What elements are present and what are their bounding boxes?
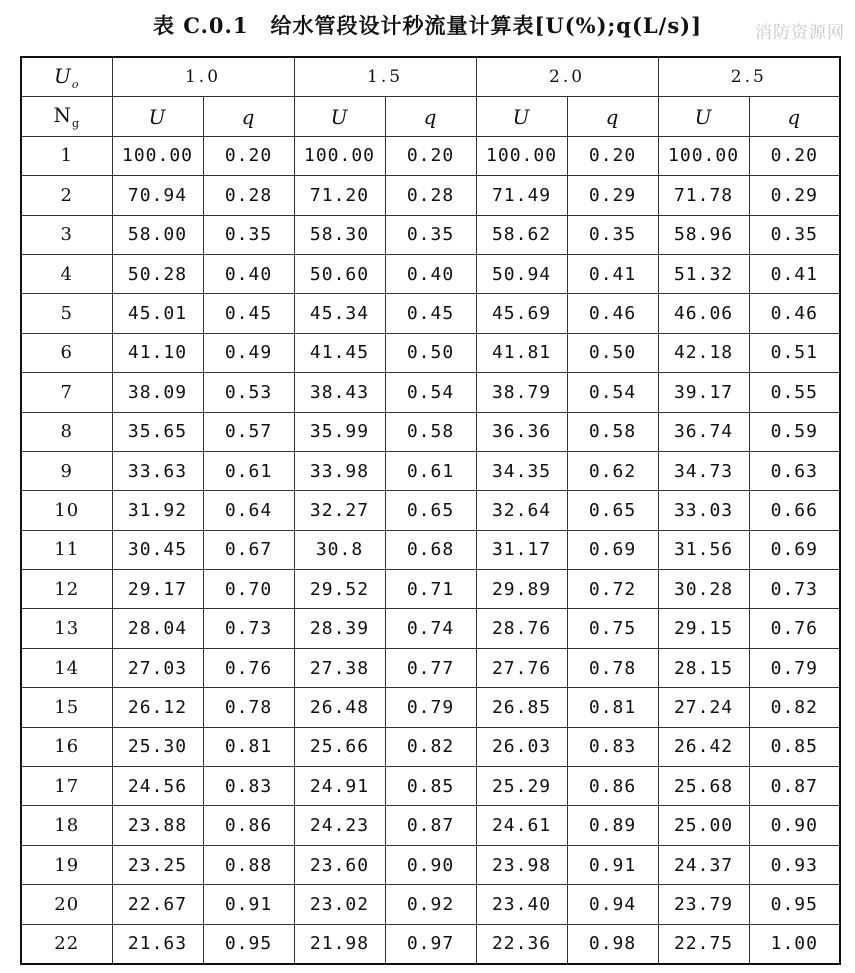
u-value-cell: 28.39 bbox=[294, 609, 385, 648]
u-value-cell: 33.98 bbox=[294, 451, 385, 490]
q-column-header: q bbox=[749, 97, 840, 136]
q-column-header: q bbox=[203, 97, 294, 136]
table-row bbox=[21, 648, 840, 687]
q-value-cell: 0.85 bbox=[749, 727, 840, 766]
ng-cell: 7 bbox=[21, 373, 112, 412]
q-value-cell: 0.35 bbox=[567, 215, 658, 254]
u-value-cell: 41.81 bbox=[476, 333, 567, 372]
q-value-cell: 0.81 bbox=[567, 688, 658, 727]
u-value-cell: 24.61 bbox=[476, 806, 567, 845]
u-value-cell: 41.10 bbox=[112, 333, 203, 372]
ng-cell: 22 bbox=[21, 924, 112, 964]
q-value-cell: 0.69 bbox=[567, 530, 658, 569]
u-value-cell: 31.92 bbox=[112, 491, 203, 530]
q-value-cell: 0.35 bbox=[749, 215, 840, 254]
u-value-cell: 23.98 bbox=[476, 845, 567, 884]
ng-cell: 2 bbox=[21, 176, 112, 215]
q-value-cell: 0.20 bbox=[749, 136, 840, 175]
q-value-cell: 0.50 bbox=[385, 333, 476, 372]
table-row bbox=[21, 451, 840, 490]
u-value-cell: 45.01 bbox=[112, 294, 203, 333]
ng-cell: 8 bbox=[21, 412, 112, 451]
q-value-cell: 0.79 bbox=[749, 648, 840, 687]
q-value-cell: 0.87 bbox=[749, 767, 840, 806]
u-value-cell: 26.03 bbox=[476, 727, 567, 766]
q-value-cell: 0.68 bbox=[385, 530, 476, 569]
q-value-cell: 0.41 bbox=[749, 254, 840, 293]
q-value-cell: 0.77 bbox=[385, 648, 476, 687]
q-value-cell: 0.29 bbox=[749, 176, 840, 215]
q-value-cell: 0.58 bbox=[385, 412, 476, 451]
u-value-cell: 32.27 bbox=[294, 491, 385, 530]
u-value-cell: 28.15 bbox=[658, 648, 749, 687]
q-value-cell: 0.62 bbox=[567, 451, 658, 490]
ng-cell: 4 bbox=[21, 254, 112, 293]
q-value-cell: 0.76 bbox=[203, 648, 294, 687]
q-value-cell: 0.73 bbox=[203, 609, 294, 648]
q-value-cell: 0.81 bbox=[203, 727, 294, 766]
table-row bbox=[21, 845, 840, 884]
q-value-cell: 0.51 bbox=[749, 333, 840, 372]
table-row bbox=[21, 688, 840, 727]
q-value-cell: 0.45 bbox=[385, 294, 476, 333]
q-value-cell: 0.88 bbox=[203, 845, 294, 884]
u-value-cell: 71.20 bbox=[294, 176, 385, 215]
q-value-cell: 0.20 bbox=[203, 136, 294, 175]
u-value-cell: 31.17 bbox=[476, 530, 567, 569]
table-code: 表 C.0.1 bbox=[152, 13, 249, 38]
q-value-cell: 0.95 bbox=[203, 924, 294, 964]
u-value-cell: 23.79 bbox=[658, 885, 749, 924]
table-row bbox=[21, 333, 840, 372]
q-value-cell: 0.89 bbox=[567, 806, 658, 845]
q-value-cell: 0.82 bbox=[749, 688, 840, 727]
group-header: 2.0 bbox=[476, 57, 658, 97]
q-value-cell: 0.66 bbox=[749, 491, 840, 530]
table-row bbox=[21, 885, 840, 924]
u-value-cell: 27.38 bbox=[294, 648, 385, 687]
q-value-cell: 0.83 bbox=[567, 727, 658, 766]
u-value-cell: 41.45 bbox=[294, 333, 385, 372]
u-value-cell: 35.65 bbox=[112, 412, 203, 451]
q-value-cell: 0.93 bbox=[749, 845, 840, 884]
q-value-cell: 0.65 bbox=[385, 491, 476, 530]
u-value-cell: 26.48 bbox=[294, 688, 385, 727]
q-value-cell: 0.58 bbox=[567, 412, 658, 451]
q-value-cell: 0.63 bbox=[749, 451, 840, 490]
u-value-cell: 21.98 bbox=[294, 924, 385, 964]
u-column-header: U bbox=[294, 97, 385, 136]
q-value-cell: 0.53 bbox=[203, 373, 294, 412]
table-row bbox=[21, 491, 840, 530]
q-value-cell: 0.95 bbox=[749, 885, 840, 924]
q-column-header: q bbox=[385, 97, 476, 136]
q-value-cell: 0.91 bbox=[203, 885, 294, 924]
u-value-cell: 100.00 bbox=[476, 136, 567, 175]
u-value-cell: 45.34 bbox=[294, 294, 385, 333]
u-value-cell: 27.24 bbox=[658, 688, 749, 727]
table-title: 给水管段设计秒流量计算表[U(%);q(L/s)] bbox=[270, 13, 703, 38]
q-value-cell: 0.78 bbox=[203, 688, 294, 727]
ng-cell: 20 bbox=[21, 885, 112, 924]
q-value-cell: 0.40 bbox=[385, 254, 476, 293]
u-value-cell: 30.28 bbox=[658, 570, 749, 609]
q-value-cell: 0.41 bbox=[567, 254, 658, 293]
u-value-cell: 39.17 bbox=[658, 373, 749, 412]
u-value-cell: 33.63 bbox=[112, 451, 203, 490]
u-value-cell: 27.76 bbox=[476, 648, 567, 687]
q-value-cell: 0.72 bbox=[567, 570, 658, 609]
u-value-cell: 46.06 bbox=[658, 294, 749, 333]
u-value-cell: 70.94 bbox=[112, 176, 203, 215]
u0-header: $U_o$ bbox=[21, 57, 112, 97]
q-value-cell: 0.86 bbox=[567, 767, 658, 806]
flow-table bbox=[20, 56, 841, 965]
table-row bbox=[21, 254, 840, 293]
table-row bbox=[21, 176, 840, 215]
u-value-cell: 21.63 bbox=[112, 924, 203, 964]
u-value-cell: 23.02 bbox=[294, 885, 385, 924]
u-value-cell: 29.89 bbox=[476, 570, 567, 609]
q-value-cell: 1.00 bbox=[749, 924, 840, 964]
u-value-cell: 36.74 bbox=[658, 412, 749, 451]
ng-cell: 9 bbox=[21, 451, 112, 490]
table-row bbox=[21, 373, 840, 412]
u-value-cell: 38.09 bbox=[112, 373, 203, 412]
q-value-cell: 0.75 bbox=[567, 609, 658, 648]
u-value-cell: 42.18 bbox=[658, 333, 749, 372]
watermark: 消防资源网 bbox=[755, 23, 845, 43]
q-value-cell: 0.86 bbox=[203, 806, 294, 845]
u-value-cell: 25.68 bbox=[658, 767, 749, 806]
u-value-cell: 26.12 bbox=[112, 688, 203, 727]
q-value-cell: 0.97 bbox=[385, 924, 476, 964]
u-value-cell: 58.30 bbox=[294, 215, 385, 254]
q-value-cell: 0.20 bbox=[567, 136, 658, 175]
table-row bbox=[21, 806, 840, 845]
u-value-cell: 29.52 bbox=[294, 570, 385, 609]
ng-cell: 1 bbox=[21, 136, 112, 175]
q-value-cell: 0.98 bbox=[567, 924, 658, 964]
q-value-cell: 0.40 bbox=[203, 254, 294, 293]
table-row bbox=[21, 609, 840, 648]
u-value-cell: 34.35 bbox=[476, 451, 567, 490]
u-value-cell: 100.00 bbox=[112, 136, 203, 175]
u-value-cell: 24.91 bbox=[294, 767, 385, 806]
table-row bbox=[21, 767, 840, 806]
q-value-cell: 0.94 bbox=[567, 885, 658, 924]
u-value-cell: 38.79 bbox=[476, 373, 567, 412]
table-body bbox=[21, 136, 840, 964]
ng-cell: 16 bbox=[21, 727, 112, 766]
q-value-cell: 0.28 bbox=[203, 176, 294, 215]
u-value-cell: 58.62 bbox=[476, 215, 567, 254]
q-value-cell: 0.49 bbox=[203, 333, 294, 372]
u-value-cell: 24.56 bbox=[112, 767, 203, 806]
table-row bbox=[21, 215, 840, 254]
q-value-cell: 0.57 bbox=[203, 412, 294, 451]
u-value-cell: 28.04 bbox=[112, 609, 203, 648]
q-value-cell: 0.46 bbox=[567, 294, 658, 333]
u-value-cell: 26.85 bbox=[476, 688, 567, 727]
group-header: 1.5 bbox=[294, 57, 476, 97]
ng-cell: 6 bbox=[21, 333, 112, 372]
q-value-cell: 0.79 bbox=[385, 688, 476, 727]
u-value-cell: 22.75 bbox=[658, 924, 749, 964]
u-value-cell: 34.73 bbox=[658, 451, 749, 490]
u-value-cell: 58.96 bbox=[658, 215, 749, 254]
ng-cell: 19 bbox=[21, 845, 112, 884]
q-value-cell: 0.29 bbox=[567, 176, 658, 215]
table-row bbox=[21, 412, 840, 451]
u-value-cell: 24.23 bbox=[294, 806, 385, 845]
q-value-cell: 0.55 bbox=[749, 373, 840, 412]
u-value-cell: 100.00 bbox=[294, 136, 385, 175]
u-value-cell: 26.42 bbox=[658, 727, 749, 766]
u-value-cell: 30.45 bbox=[112, 530, 203, 569]
u-value-cell: 50.94 bbox=[476, 254, 567, 293]
q-value-cell: 0.46 bbox=[749, 294, 840, 333]
u-value-cell: 51.32 bbox=[658, 254, 749, 293]
q-value-cell: 0.65 bbox=[567, 491, 658, 530]
q-value-cell: 0.35 bbox=[203, 215, 294, 254]
q-value-cell: 0.90 bbox=[385, 845, 476, 884]
ng-header: $N_g$ bbox=[21, 97, 112, 136]
q-value-cell: 0.74 bbox=[385, 609, 476, 648]
u-value-cell: 27.03 bbox=[112, 648, 203, 687]
q-value-cell: 0.76 bbox=[749, 609, 840, 648]
q-value-cell: 0.82 bbox=[385, 727, 476, 766]
q-value-cell: 0.87 bbox=[385, 806, 476, 845]
q-value-cell: 0.61 bbox=[385, 451, 476, 490]
ng-cell: 14 bbox=[21, 648, 112, 687]
u-column-header: U bbox=[476, 97, 567, 136]
group-header: 2.5 bbox=[658, 57, 840, 97]
q-column-header: q bbox=[567, 97, 658, 136]
u-value-cell: 22.36 bbox=[476, 924, 567, 964]
u-value-cell: 32.64 bbox=[476, 491, 567, 530]
table-row bbox=[21, 136, 840, 175]
q-value-cell: 0.69 bbox=[749, 530, 840, 569]
q-value-cell: 0.28 bbox=[385, 176, 476, 215]
table-row bbox=[21, 924, 840, 964]
u-value-cell: 31.56 bbox=[658, 530, 749, 569]
q-value-cell: 0.70 bbox=[203, 570, 294, 609]
u-value-cell: 22.67 bbox=[112, 885, 203, 924]
header-row-u0 bbox=[21, 57, 840, 97]
q-value-cell: 0.54 bbox=[385, 373, 476, 412]
ng-cell: 17 bbox=[21, 767, 112, 806]
u-value-cell: 30.8 bbox=[294, 530, 385, 569]
u-value-cell: 28.76 bbox=[476, 609, 567, 648]
q-value-cell: 0.73 bbox=[749, 570, 840, 609]
table-caption bbox=[0, 6, 855, 46]
ng-cell: 11 bbox=[21, 530, 112, 569]
ng-cell: 5 bbox=[21, 294, 112, 333]
u-value-cell: 29.15 bbox=[658, 609, 749, 648]
u-value-cell: 38.43 bbox=[294, 373, 385, 412]
q-value-cell: 0.59 bbox=[749, 412, 840, 451]
ng-cell: 3 bbox=[21, 215, 112, 254]
u-value-cell: 29.17 bbox=[112, 570, 203, 609]
u-value-cell: 24.37 bbox=[658, 845, 749, 884]
q-value-cell: 0.90 bbox=[749, 806, 840, 845]
u-value-cell: 100.00 bbox=[658, 136, 749, 175]
q-value-cell: 0.67 bbox=[203, 530, 294, 569]
header-row-ng bbox=[21, 97, 840, 136]
table-row bbox=[21, 727, 840, 766]
q-value-cell: 0.54 bbox=[567, 373, 658, 412]
q-value-cell: 0.91 bbox=[567, 845, 658, 884]
q-value-cell: 0.78 bbox=[567, 648, 658, 687]
u-value-cell: 45.69 bbox=[476, 294, 567, 333]
group-header: 1.0 bbox=[112, 57, 294, 97]
u-value-cell: 23.40 bbox=[476, 885, 567, 924]
u-column-header: U bbox=[112, 97, 203, 136]
q-value-cell: 0.71 bbox=[385, 570, 476, 609]
table-row bbox=[21, 530, 840, 569]
table-row bbox=[21, 570, 840, 609]
q-value-cell: 0.20 bbox=[385, 136, 476, 175]
ng-cell: 18 bbox=[21, 806, 112, 845]
q-value-cell: 0.45 bbox=[203, 294, 294, 333]
ng-cell: 13 bbox=[21, 609, 112, 648]
q-value-cell: 0.35 bbox=[385, 215, 476, 254]
u-value-cell: 50.28 bbox=[112, 254, 203, 293]
ng-cell: 10 bbox=[21, 491, 112, 530]
u-value-cell: 58.00 bbox=[112, 215, 203, 254]
q-value-cell: 0.61 bbox=[203, 451, 294, 490]
u-value-cell: 25.66 bbox=[294, 727, 385, 766]
u-value-cell: 36.36 bbox=[476, 412, 567, 451]
q-value-cell: 0.64 bbox=[203, 491, 294, 530]
q-value-cell: 0.85 bbox=[385, 767, 476, 806]
u-value-cell: 71.78 bbox=[658, 176, 749, 215]
u-value-cell: 23.25 bbox=[112, 845, 203, 884]
u-value-cell: 25.29 bbox=[476, 767, 567, 806]
u-value-cell: 23.88 bbox=[112, 806, 203, 845]
q-value-cell: 0.92 bbox=[385, 885, 476, 924]
table-row bbox=[21, 294, 840, 333]
u-column-header: U bbox=[658, 97, 749, 136]
u-value-cell: 25.30 bbox=[112, 727, 203, 766]
ng-cell: 12 bbox=[21, 570, 112, 609]
q-value-cell: 0.50 bbox=[567, 333, 658, 372]
ng-cell: 15 bbox=[21, 688, 112, 727]
u-value-cell: 35.99 bbox=[294, 412, 385, 451]
u-value-cell: 71.49 bbox=[476, 176, 567, 215]
u-value-cell: 50.60 bbox=[294, 254, 385, 293]
u-value-cell: 25.00 bbox=[658, 806, 749, 845]
q-value-cell: 0.83 bbox=[203, 767, 294, 806]
u-value-cell: 33.03 bbox=[658, 491, 749, 530]
u-value-cell: 23.60 bbox=[294, 845, 385, 884]
